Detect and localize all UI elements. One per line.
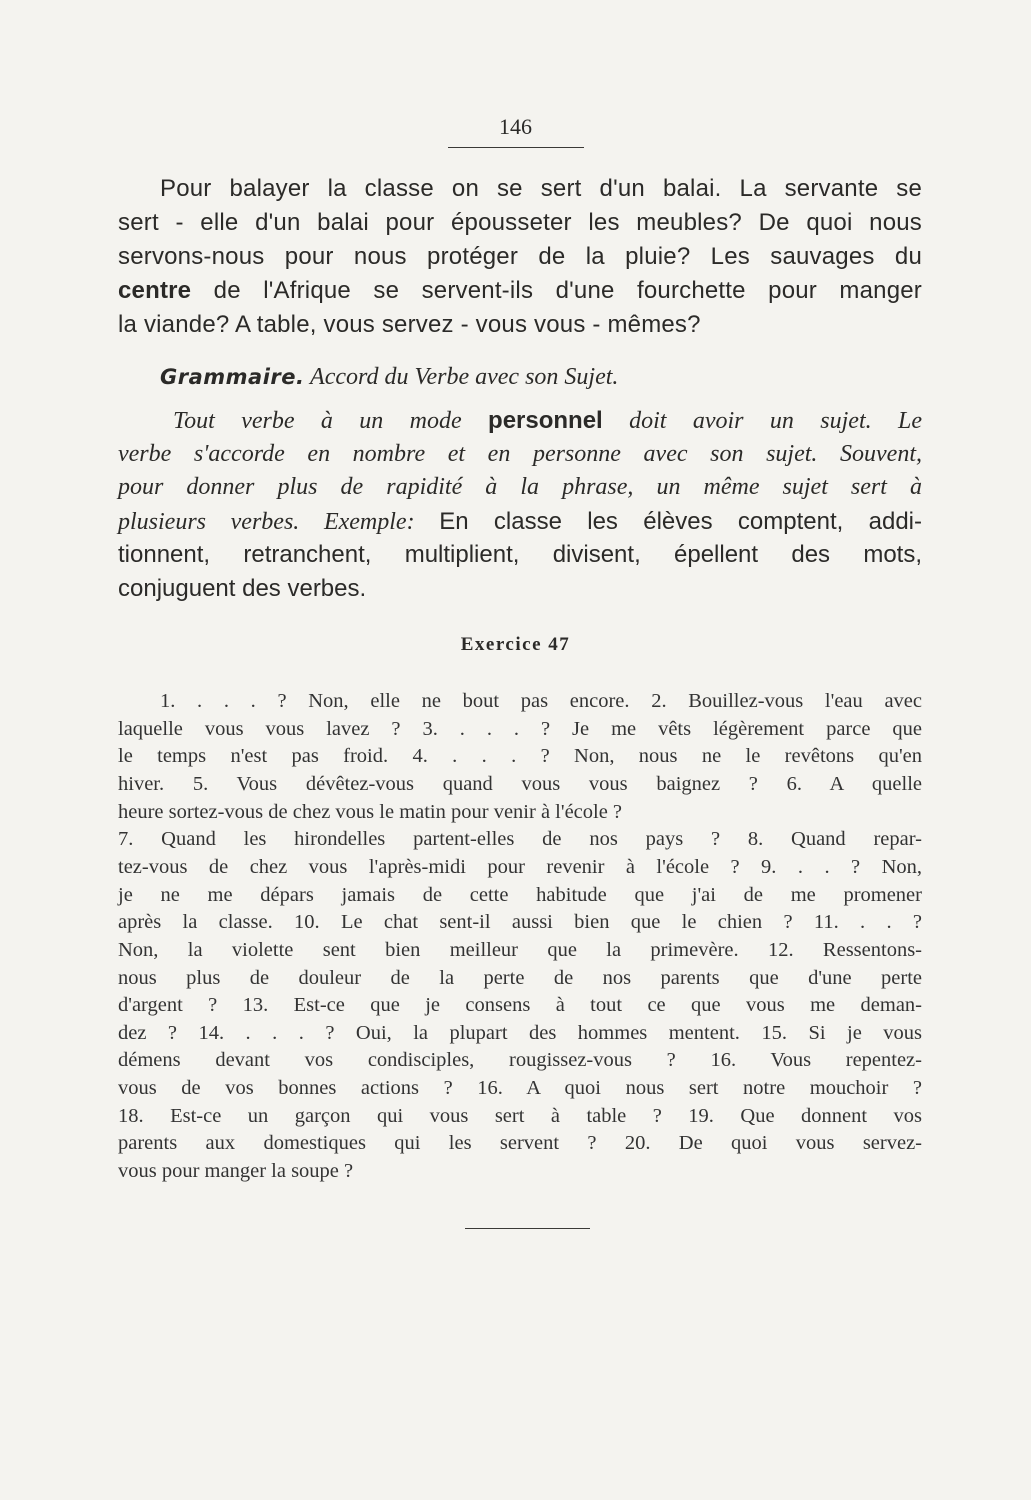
text-segment: la viande? A table, vous servez - vous vous - mêmes? (118, 311, 701, 338)
exercise-line: hiver. 5. Vous dévêtez-vous quand vous vous baignez ? 6. A quelle (118, 772, 922, 795)
text-segment: tionnent, retranchent, multiplient, divisent, épellent des mots, (118, 541, 922, 569)
exercise-line: vous pour manger la soupe ? (118, 1160, 354, 1183)
exercise-line: parents aux domestiques qui les servent ? 20. De quoi vous servez- (118, 1132, 922, 1155)
text-segment: Pour balayer la classe on se sert d'un balai. La servante se (160, 175, 922, 202)
exercise-line: démens devant vos condisciples, rougissez-vous ? 16. Vous repentez- (118, 1049, 922, 1072)
text-line (118, 474, 922, 501)
text-line (118, 277, 922, 305)
text-line (118, 508, 922, 536)
exercise-line: d'argent ? 13. Est-ce que je consens à tout ce que vous me deman- (118, 994, 922, 1017)
text-segment: doit avoir un sujet. Le (602, 408, 922, 434)
exercise-line: après la classe. 10. Le chat sent-il aussi bien que le chien ? 11. . . ? (118, 911, 922, 934)
exercise-line: 18. Est-ce un garçon qui vous sert à table ? 19. Que donnent vos (118, 1104, 922, 1127)
text-line (118, 243, 922, 271)
text-line (118, 441, 922, 468)
exercise-line: nous plus de douleur de la perte de nos parents que d'une perte (118, 966, 922, 989)
exercise-title: Exercice 47 (460, 634, 571, 655)
exercise-line: vous de vos bonnes actions ? 16. A quoi nous sert notre mouchoir ? (118, 1077, 922, 1100)
page-number: 146 (499, 114, 532, 139)
text-segment: centre (118, 277, 192, 304)
exercise-line: laquelle vous vous lavez ? 3. . . . ? Je me vêts légèrement parce que (118, 717, 922, 740)
text-segment: En classe les élèves comptent, addi- (439, 507, 923, 535)
text-segment: sert - elle d'un balai pour épousseter les meubles? De quoi nous (118, 209, 922, 236)
exercise-line: le temps n'est pas froid. 4. . . . ? Non, nous ne le revêtons qu'en (118, 745, 922, 768)
text-line (160, 364, 860, 391)
exercise-line: 1. . . . ? Non, elle ne bout pas encore. 2. Bouillez-vous l'eau avec (160, 690, 922, 712)
text-segment: verbe s'accorde en nombre et en personne avec son sujet. Souvent, (118, 440, 922, 467)
text-segment: plusieurs verbes. Exemple: (118, 508, 440, 535)
header-rule (448, 147, 584, 148)
text-segment: Grammaire. (160, 365, 305, 389)
exercise-line: dez ? 14. . . . ? Oui, la plupart des hommes mentent. 15. Si je vous (118, 1021, 922, 1044)
text-line (173, 407, 922, 435)
text-segment: personnel (488, 407, 603, 434)
exercise-line: Non, la violette sent bien meilleur que la primevère. 12. Ressentons- (118, 938, 922, 961)
text-segment: servons-nous pour nous protéger de la pluie? Les sauvages du (118, 243, 922, 270)
text-segment: Accord du Verbe avec son Sujet. (304, 364, 619, 390)
text-segment: pour donner plus de rapidité à la phrase, un même sujet sert à (118, 474, 922, 501)
text-line (118, 209, 922, 237)
exercise-line: je ne me dépars jamais de cette habitude que j'ai de me promener (118, 883, 922, 906)
text-line (118, 575, 922, 603)
exercise-line: tez-vous de chez vous l'après-midi pour revenir à l'école ? 9. . . ? Non, (118, 855, 922, 878)
footer-rule (465, 1228, 590, 1229)
text-segment: conjuguent des verbes. (118, 575, 367, 602)
text-segment: Tout verbe à un mode (173, 408, 489, 434)
text-segment: de l'Afrique se servent-ils d'une fourchette pour manger (191, 277, 922, 304)
text-line (160, 175, 922, 203)
text-line (118, 541, 922, 569)
exercise-line: heure sortez-vous de chez vous le matin pour venir à l'école ? (118, 800, 623, 823)
text-line (118, 311, 922, 339)
exercise-line: 7. Quand les hirondelles partent-elles de nos pays ? 8. Quand repar- (118, 828, 922, 851)
